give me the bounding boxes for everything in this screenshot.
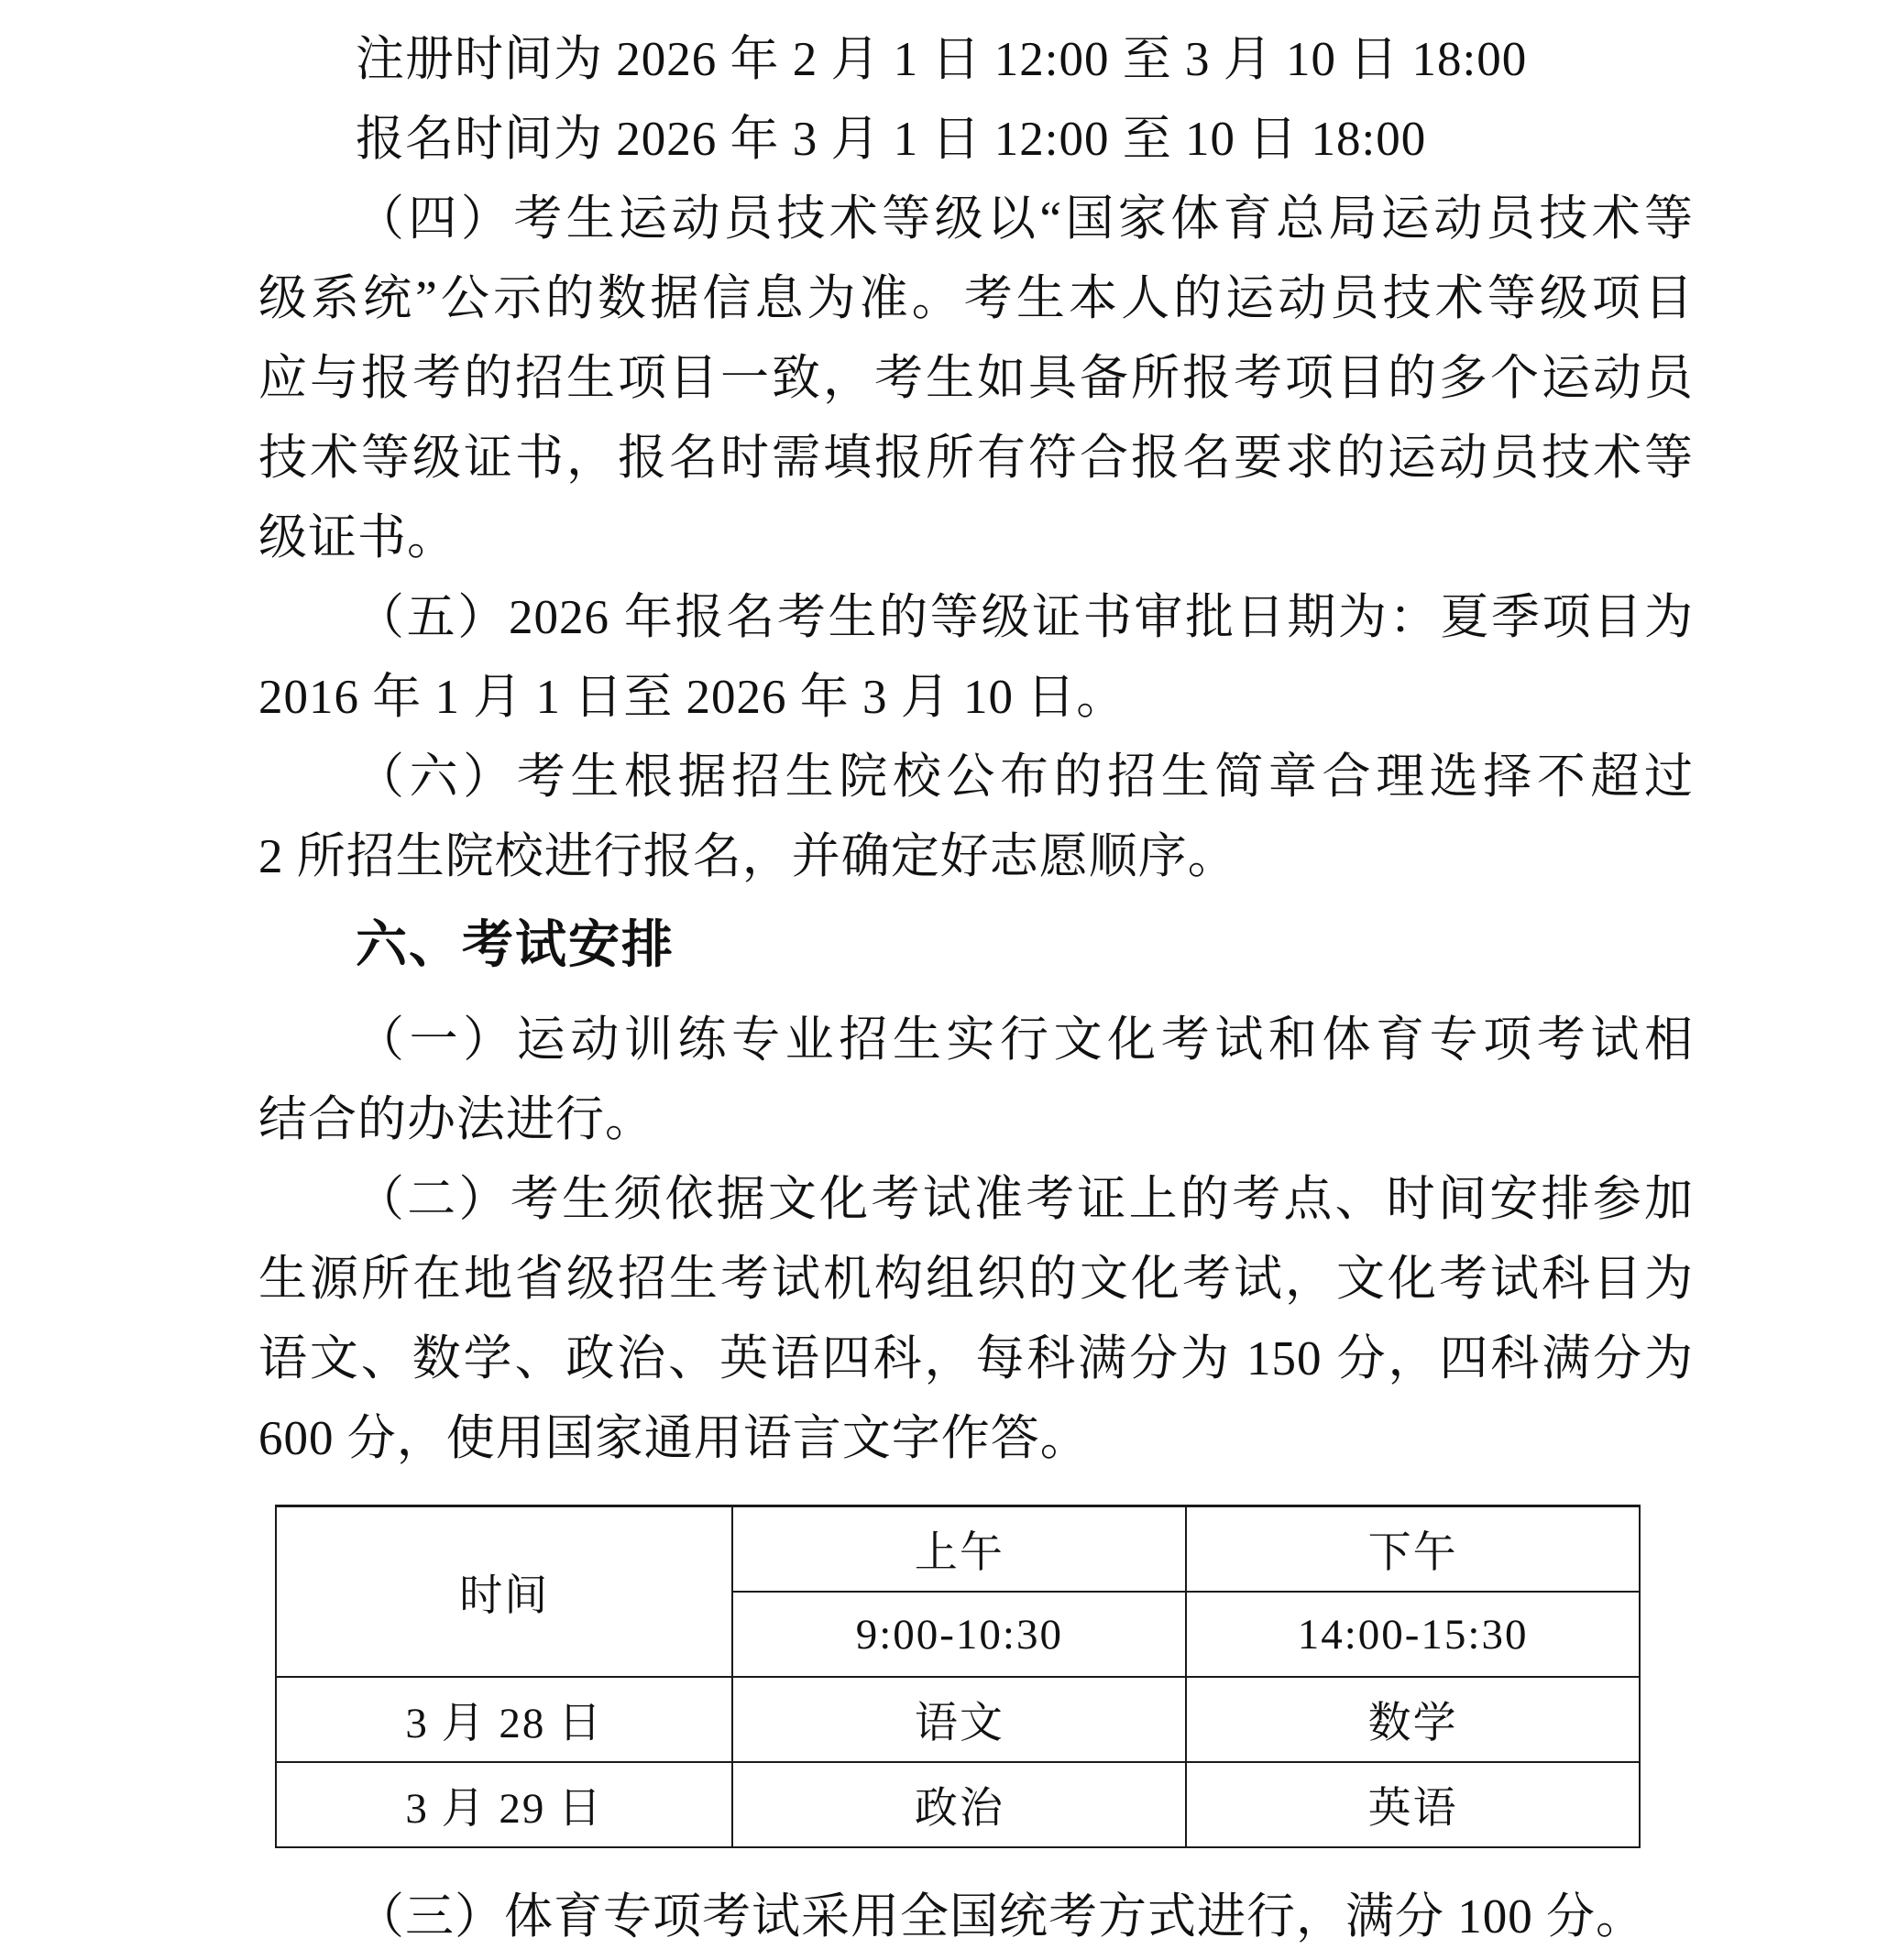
table-row	[276, 1677, 1640, 1762]
text-line: 级系统”公示的数据信息为准。考生本人的运动员技术等级项目	[258, 272, 1694, 325]
cell-date-mar28: 3 月 28 日	[276, 1677, 732, 1762]
cell-date-mar29: 3 月 29 日	[276, 1762, 732, 1847]
cell-afternoon-header: 下午	[1186, 1506, 1640, 1593]
text-line: 生源所在地省级招生考试机构组织的文化考试，文化考试科目为	[258, 1253, 1694, 1306]
cell-subject-chinese: 语文	[732, 1677, 1186, 1762]
cell-morning-header: 上午	[732, 1506, 1186, 1593]
text-line: （二）考生须依据文化考试准考证上的考点、时间安排参加	[356, 1173, 1694, 1226]
cell-subject-politics: 政治	[732, 1762, 1186, 1847]
text-line: 结合的办法进行。	[258, 1093, 654, 1146]
text-line: （四）考生运动员技术等级以“国家体育总局运动员技术等	[356, 192, 1694, 246]
table-header-row-1	[276, 1506, 1640, 1593]
text-line: （一）运动训练专业招生实行文化考试和体育专项考试相	[356, 1013, 1694, 1067]
cell-subject-math: 数学	[1186, 1677, 1640, 1762]
line-registration-time: 注册时间为 2026 年 2 月 1 日 12:00 至 3 月 10 日 18:00	[356, 33, 1528, 86]
text-line: 2016 年 1 月 1 日至 2026 年 3 月 10 日。	[258, 671, 1126, 724]
section-heading-exam-arrangement: 六、考试安排	[356, 915, 675, 973]
cell-morning-time: 9:00-10:30	[732, 1592, 1186, 1677]
exam-schedule-table	[275, 1505, 1641, 1848]
text-line: 600 分，使用国家通用语言文字作答。	[258, 1412, 1090, 1465]
text-line: （五）2026 年报名考生的等级证书审批日期为：夏季项目为	[356, 591, 1694, 644]
text-line: 级证书。	[258, 511, 456, 564]
line-application-time: 报名时间为 2026 年 3 月 1 日 12:00 至 10 日 18:00	[356, 113, 1427, 166]
table-row	[276, 1762, 1640, 1847]
cell-afternoon-time: 14:00-15:30	[1186, 1592, 1640, 1677]
text-line: 应与报考的招生项目一致，考生如具备所报考项目的多个运动员	[258, 352, 1694, 405]
text-line: （六）考生根据招生院校公布的招生简章合理选择不超过	[356, 750, 1694, 804]
cell-time-label: 时间	[276, 1506, 732, 1678]
text-line: 语文、数学、政治、英语四科，每科满分为 150 分，四科满分为	[258, 1332, 1694, 1385]
cell-subject-english: 英语	[1186, 1762, 1640, 1847]
closing-line: （三）体育专项考试采用全国统考方式进行，满分 100 分。	[356, 1890, 1645, 1944]
text-line: 技术等级证书，报名时需填报所有符合报名要求的运动员技术等	[258, 432, 1694, 485]
text-line: 2 所招生院校进行报名，并确定好志愿顺序。	[258, 830, 1237, 883]
